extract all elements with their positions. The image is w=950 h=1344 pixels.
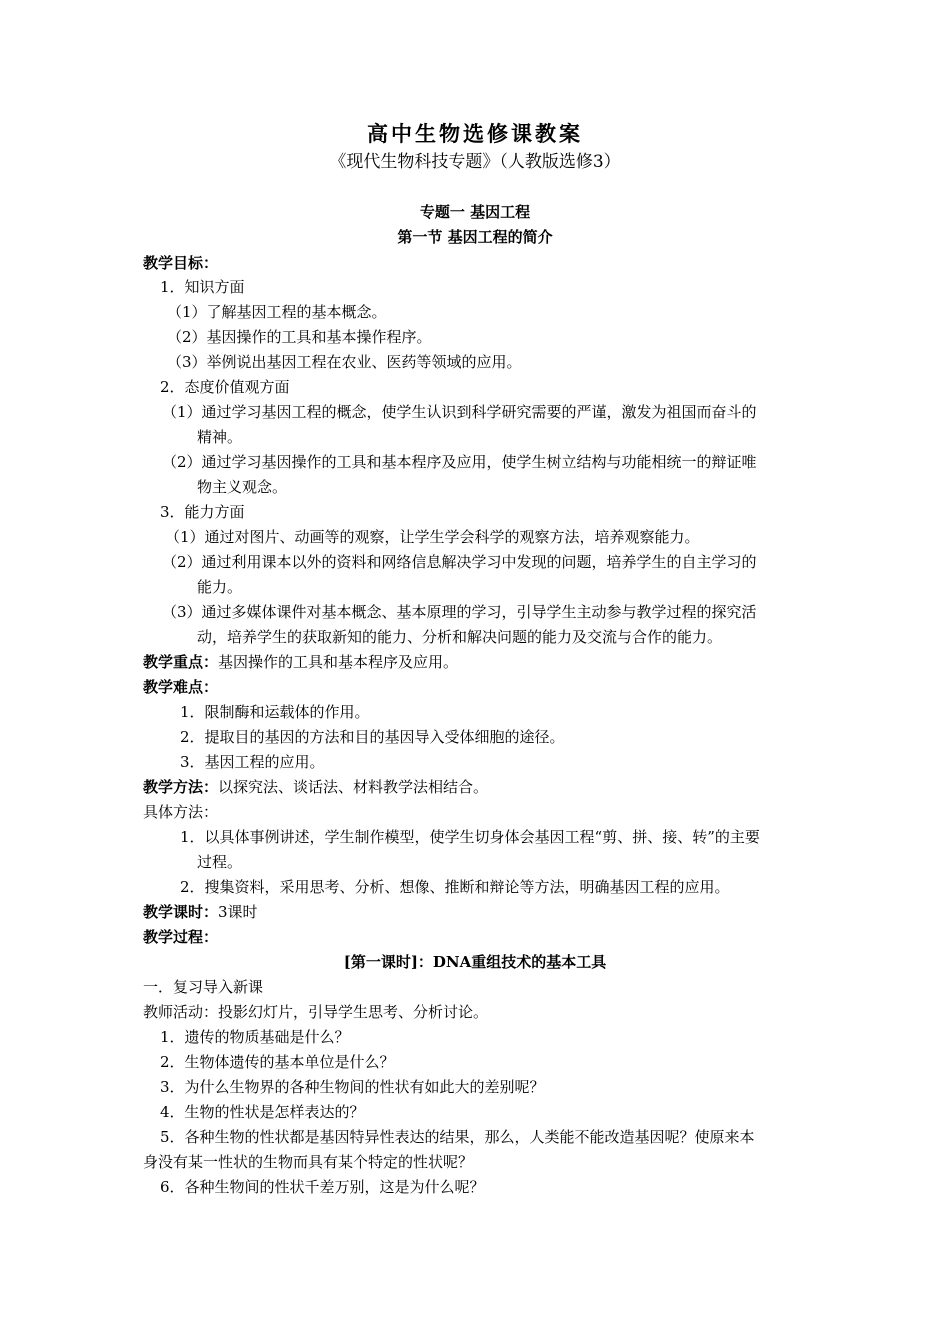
methods-text: 以探究法、谈话法、材料教学法相结合。 xyxy=(218,778,489,796)
objectives-heading: 教学目标： xyxy=(143,254,219,272)
topic-heading: 专题一 基因工程 xyxy=(419,203,531,221)
attitude-item-cont: 精神。 xyxy=(197,428,243,446)
ability-item: （3）通过多媒体课件对基本概念、基本原理的学习，引导学生主动参与教学过程的探究活 xyxy=(162,603,757,621)
methods xyxy=(143,777,488,797)
process-heading: 教学过程： xyxy=(143,928,219,946)
key-points-label: 教学重点： xyxy=(143,653,219,671)
knowledge-title: 1．知识方面 xyxy=(160,278,245,296)
knowledge-item: （1）了解基因工程的基本概念。 xyxy=(167,303,387,321)
question-item: 5．各种生物的性状都是基因特异性表达的结果，那么，人类能不能改造基因呢？使原来本 xyxy=(160,1128,755,1146)
document-title: 高中生物选修课教案 xyxy=(367,121,583,146)
question-item: 4．生物的性状是怎样表达的？ xyxy=(160,1103,365,1121)
document-subtitle: 《现代生物科技专题》（人教版选修3） xyxy=(329,152,621,172)
question-item: 3．为什么生物界的各种生物间的性状有如此大的差别呢？ xyxy=(160,1078,545,1096)
difficulty-item: 3．基因工程的应用。 xyxy=(180,753,325,771)
difficulties-heading: 教学难点： xyxy=(143,678,219,696)
hours-label: 教学课时： xyxy=(143,903,219,921)
ability-title: 3．能力方面 xyxy=(160,503,245,521)
attitude-title: 2．态度价值观方面 xyxy=(160,378,290,396)
question-item-cont: 身没有某一性状的生物而具有某个特定的性状呢？ xyxy=(143,1153,474,1171)
attitude-item-cont: 物主义观念。 xyxy=(197,478,288,496)
hours-text: 3课时 xyxy=(218,903,258,921)
methods-label: 教学方法： xyxy=(143,778,219,796)
intro-heading: 一．复习导入新课 xyxy=(143,978,264,996)
ability-item-cont: 动，培养学生的获取新知的能力、分析和解决问题的能力及交流与合作的能力。 xyxy=(197,628,723,646)
key-points-text: 基因操作的工具和基本程序及应用。 xyxy=(218,653,459,671)
teacher-activity: 教师活动：投影幻灯片，引导学生思考、分析讨论。 xyxy=(143,1003,489,1021)
ability-item: （1）通过对图片、动画等的观察，让学生学会科学的观察方法，培养观察能力。 xyxy=(165,528,700,546)
method-item-cont: 过程。 xyxy=(197,853,243,871)
knowledge-item: （2）基因操作的工具和基本操作程序。 xyxy=(167,328,432,346)
key-points xyxy=(143,652,458,672)
difficulty-item: 1．限制酶和运载体的作用。 xyxy=(180,703,370,721)
difficulty-item: 2．提取目的基因的方法和目的基因导入受体细胞的途径。 xyxy=(180,728,565,746)
knowledge-item: （3）举例说出基因工程在农业、医药等领域的应用。 xyxy=(167,353,522,371)
method-item: 1．以具体事例讲述，学生制作模型，使学生切身体会基因工程“剪、拼、接、转”的主要 xyxy=(180,828,760,846)
attitude-item: （2）通过学习基因操作的工具和基本程序及应用，使学生树立结构与功能相统一的辩证唯 xyxy=(162,453,757,471)
lesson-title: [第一课时]：DNA重组技术的基本工具 xyxy=(343,953,607,971)
question-item: 6．各种生物间的性状千差万别，这是为什么呢？ xyxy=(160,1178,485,1196)
ability-item: （2）通过利用课本以外的资料和网络信息解决学习中发现的问题，培养学生的自主学习的 xyxy=(162,553,757,571)
method-item: 2．搜集资料，采用思考、分析、想像、推断和辩论等方法，明确基因工程的应用。 xyxy=(180,878,730,896)
question-item: 1．遗传的物质基础是什么？ xyxy=(160,1028,350,1046)
class-hours xyxy=(143,902,258,922)
attitude-item: （1）通过学习基因工程的概念，使学生认识到科学研究需要的严谨，激发为祖国而奋斗的 xyxy=(162,403,757,421)
question-item: 2．生物体遗传的基本单位是什么？ xyxy=(160,1053,395,1071)
section-heading: 第一节 基因工程的简介 xyxy=(397,228,553,246)
ability-item-cont: 能力。 xyxy=(197,578,243,596)
specific-methods-label: 具体方法： xyxy=(143,803,219,821)
